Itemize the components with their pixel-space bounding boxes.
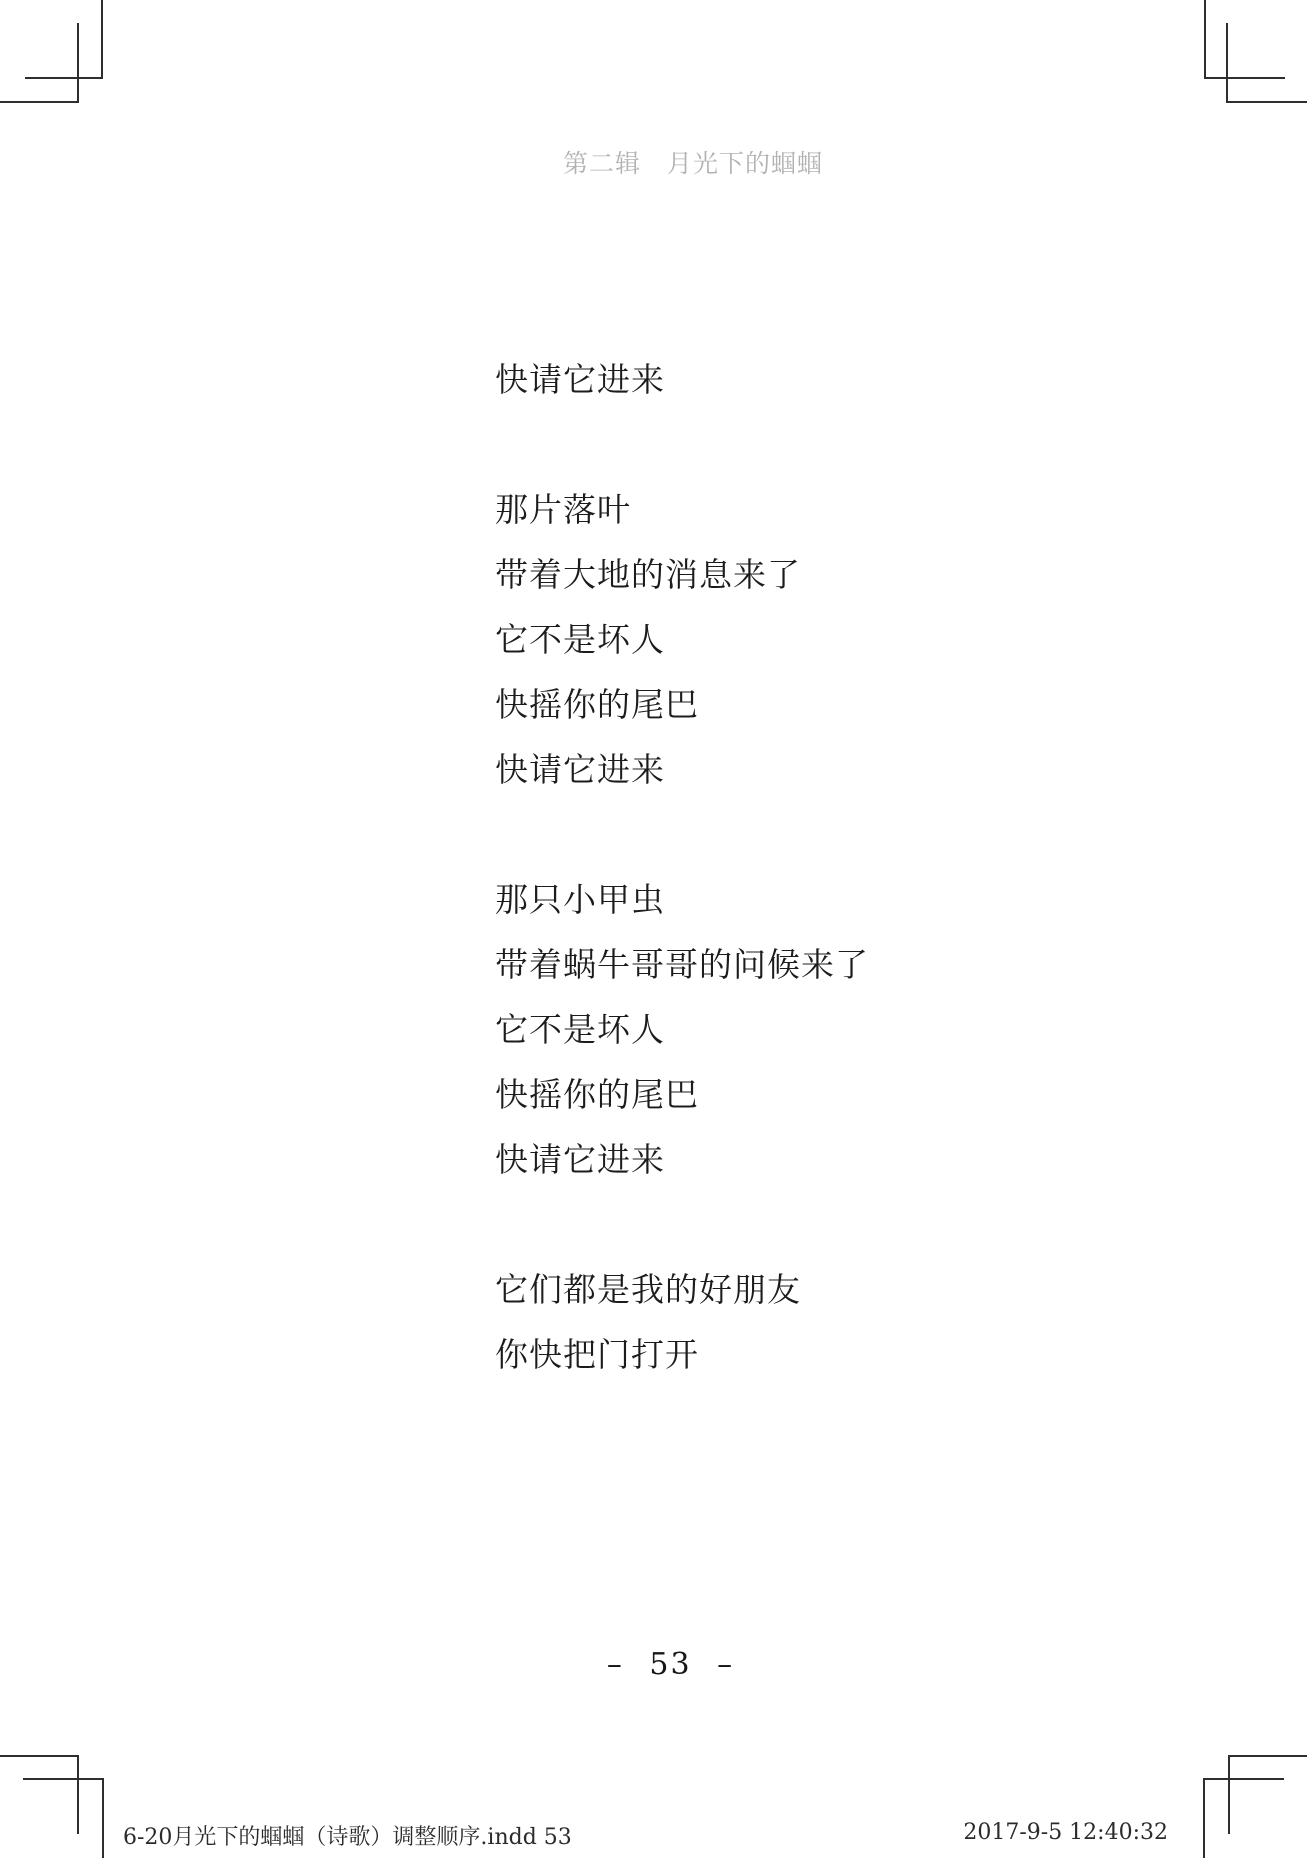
stanza [495, 1257, 869, 1387]
stanza [495, 867, 869, 1192]
poem-line: 带着蜗牛哥哥的问候来了 [495, 945, 869, 984]
running-head: 第二辑 月光下的蝈蝈 [563, 150, 824, 178]
poem-line: 快请它进来 [495, 750, 665, 789]
footer-timestamp: 2017-9-5 12:40:32 [963, 1820, 1168, 1845]
poem-line: 带着大地的消息来了 [495, 555, 801, 594]
footer-filename: 6-20月光下的蝈蝈（诗歌）调整顺序.indd 53 [123, 1825, 572, 1850]
crop-mark-top-right-outer [1205, 0, 1285, 78]
poem-line: 快摇你的尾巴 [495, 685, 699, 724]
poem-line: 它不是坏人 [495, 620, 665, 659]
crop-mark-bottom-right-outer [1229, 1756, 1307, 1834]
page-number: – 53 – [606, 1647, 735, 1682]
crop-mark-bottom-left-outer [0, 1756, 78, 1834]
stanza [495, 347, 869, 412]
poem-line: 那只小甲虫 [495, 880, 665, 919]
poem-line: 它不是坏人 [495, 1010, 665, 1049]
poem-line: 你快把门打开 [495, 1335, 699, 1374]
crop-mark-top-left-inner [0, 23, 78, 102]
poem-line: 它们都是我的好朋友 [495, 1270, 801, 1309]
poem-line: 那片落叶 [495, 490, 631, 529]
crop-mark-bottom-left-inner [23, 1779, 103, 1858]
crop-mark-top-right-inner [1227, 23, 1307, 102]
stanza [495, 477, 869, 802]
crop-mark-bottom-right-inner [1204, 1779, 1284, 1858]
poem-body [495, 347, 869, 1452]
crop-mark-top-left-outer [25, 0, 102, 78]
poem-line: 快请它进来 [495, 360, 665, 399]
poem-line: 快摇你的尾巴 [495, 1075, 699, 1114]
poem-line: 快请它进来 [495, 1140, 665, 1179]
